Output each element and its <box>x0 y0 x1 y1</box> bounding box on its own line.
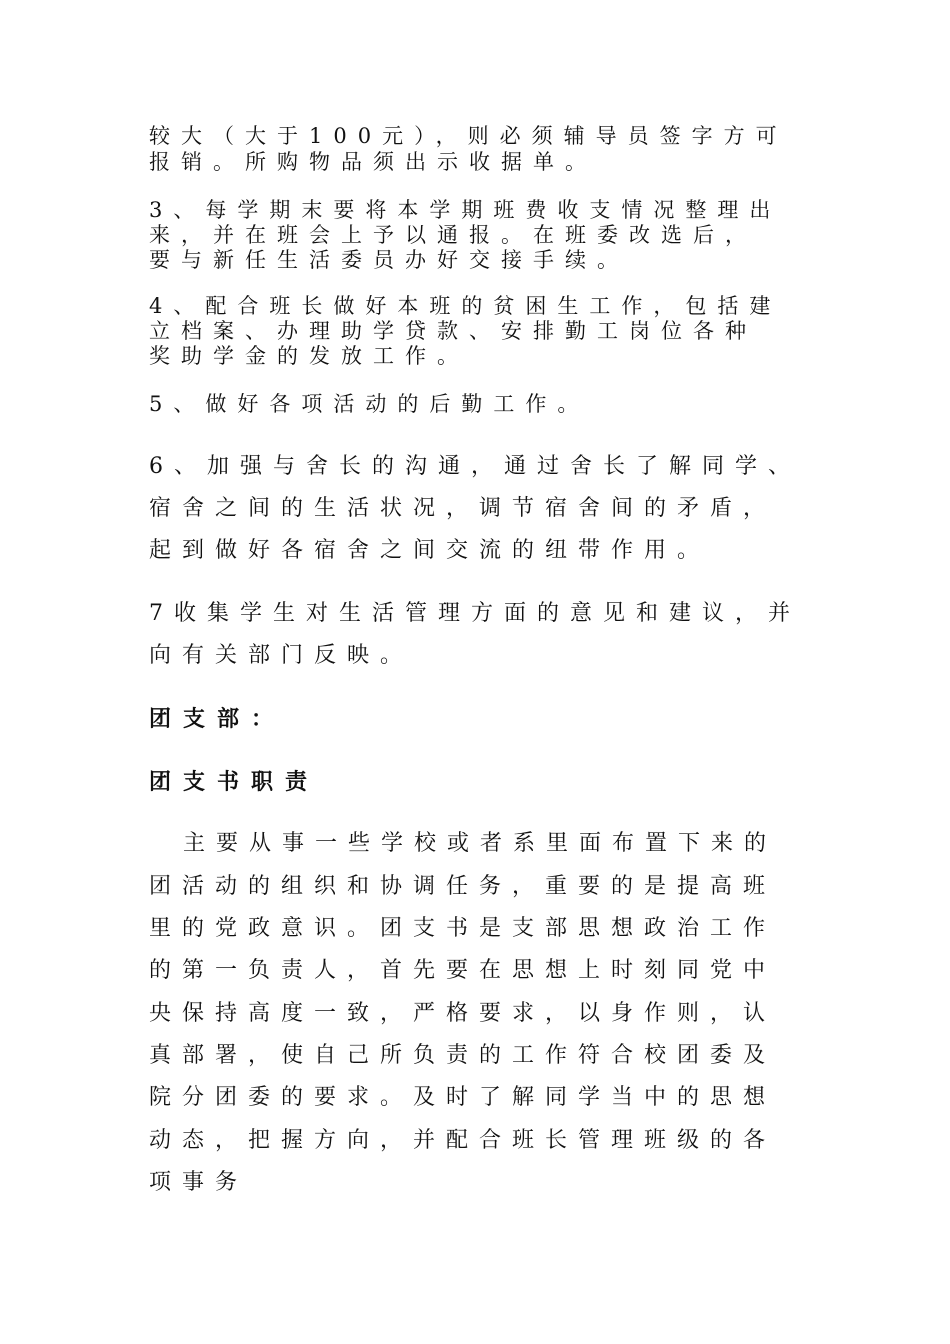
text-line: 奖助学金的发放工作。 <box>149 344 469 368</box>
paragraph-line: 里的党政意识。团支书是支部思想政治工作 <box>149 916 777 941</box>
paragraph-line: 院分团委的要求。及时了解同学当中的思想 <box>149 1085 777 1110</box>
text-line: 3、每学期末要将本学期班费收支情况整理出 <box>149 198 782 222</box>
text-line: 6、加强与舍长的沟通，通过舍长了解同学、 <box>149 454 801 479</box>
section-heading: 团支部： <box>149 706 286 732</box>
text-line: 报销。所购物品须出示收据单。 <box>149 150 597 174</box>
text-line: 向有关部门反映。 <box>149 643 414 668</box>
paragraph-line: 真部署，使自己所负责的工作符合校团委及 <box>149 1043 777 1068</box>
text-line: 宿舍之间的生活状况，调节宿舍间的矛盾， <box>149 496 777 521</box>
paragraph-line: 的第一负责人，首先要在思想上时刻同党中 <box>149 958 777 983</box>
text-line: 4、配合班长做好本班的贫困生工作，包括建 <box>149 294 782 318</box>
paragraph-line: 动态，把握方向，并配合班长管理班级的各 <box>149 1128 777 1153</box>
sub-heading: 团支书职责 <box>149 769 320 795</box>
text-line: 要与新任生活委员办好交接手续。 <box>149 248 629 272</box>
text-line: 7收集学生对生活管理方面的意见和建议，并 <box>149 601 801 626</box>
text-line: 来，并在班会上予以通报。在班委改选后， <box>149 223 757 247</box>
paragraph-line: 主要从事一些学校或者系里面布置下来的 <box>183 831 778 856</box>
paragraph-line: 团活动的组织和协调任务，重要的是提高班 <box>149 874 777 899</box>
text-line: 立档案、办理助学贷款、安排勤工岗位各种 <box>149 319 757 343</box>
paragraph-line: 央保持高度一致，严格要求，以身作则，认 <box>149 1001 777 1026</box>
text-line: 5、做好各项活动的后勤工作。 <box>149 392 590 416</box>
text-line: 较大（大于100元），则必须辅导员签字方可 <box>149 124 788 148</box>
paragraph-line: 项事务 <box>149 1170 249 1195</box>
text-line: 起到做好各宿舍之间交流的纽带作用。 <box>149 538 711 563</box>
